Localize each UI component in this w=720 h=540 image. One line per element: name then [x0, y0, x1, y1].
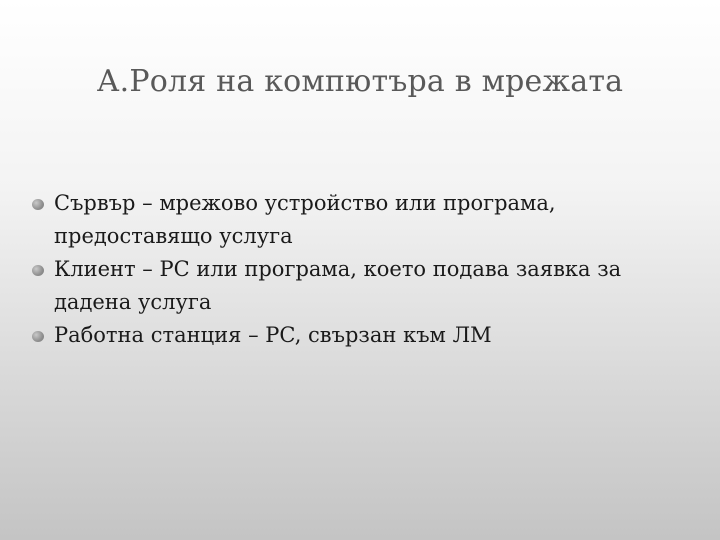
bullet-list — [31, 187, 691, 352]
bullet-circle-icon — [32, 265, 44, 276]
bullet-item — [31, 187, 691, 253]
bullet-item — [31, 253, 691, 319]
bullet-circle-icon — [32, 199, 44, 210]
bullet-circle-icon — [32, 331, 44, 342]
bullet-item — [31, 319, 691, 352]
bullet-text: Работна станция – PC, свързан към ЛМ — [54, 323, 492, 347]
bullet-text: Сървър – мрежово устройство или програма, предоставящо услуга — [54, 191, 556, 248]
slide-title: А.Роля на компютъра в мрежата — [96, 64, 624, 99]
bullet-text: Клиент – PC или програма, което подава заявка за дадена услуга — [54, 257, 622, 314]
